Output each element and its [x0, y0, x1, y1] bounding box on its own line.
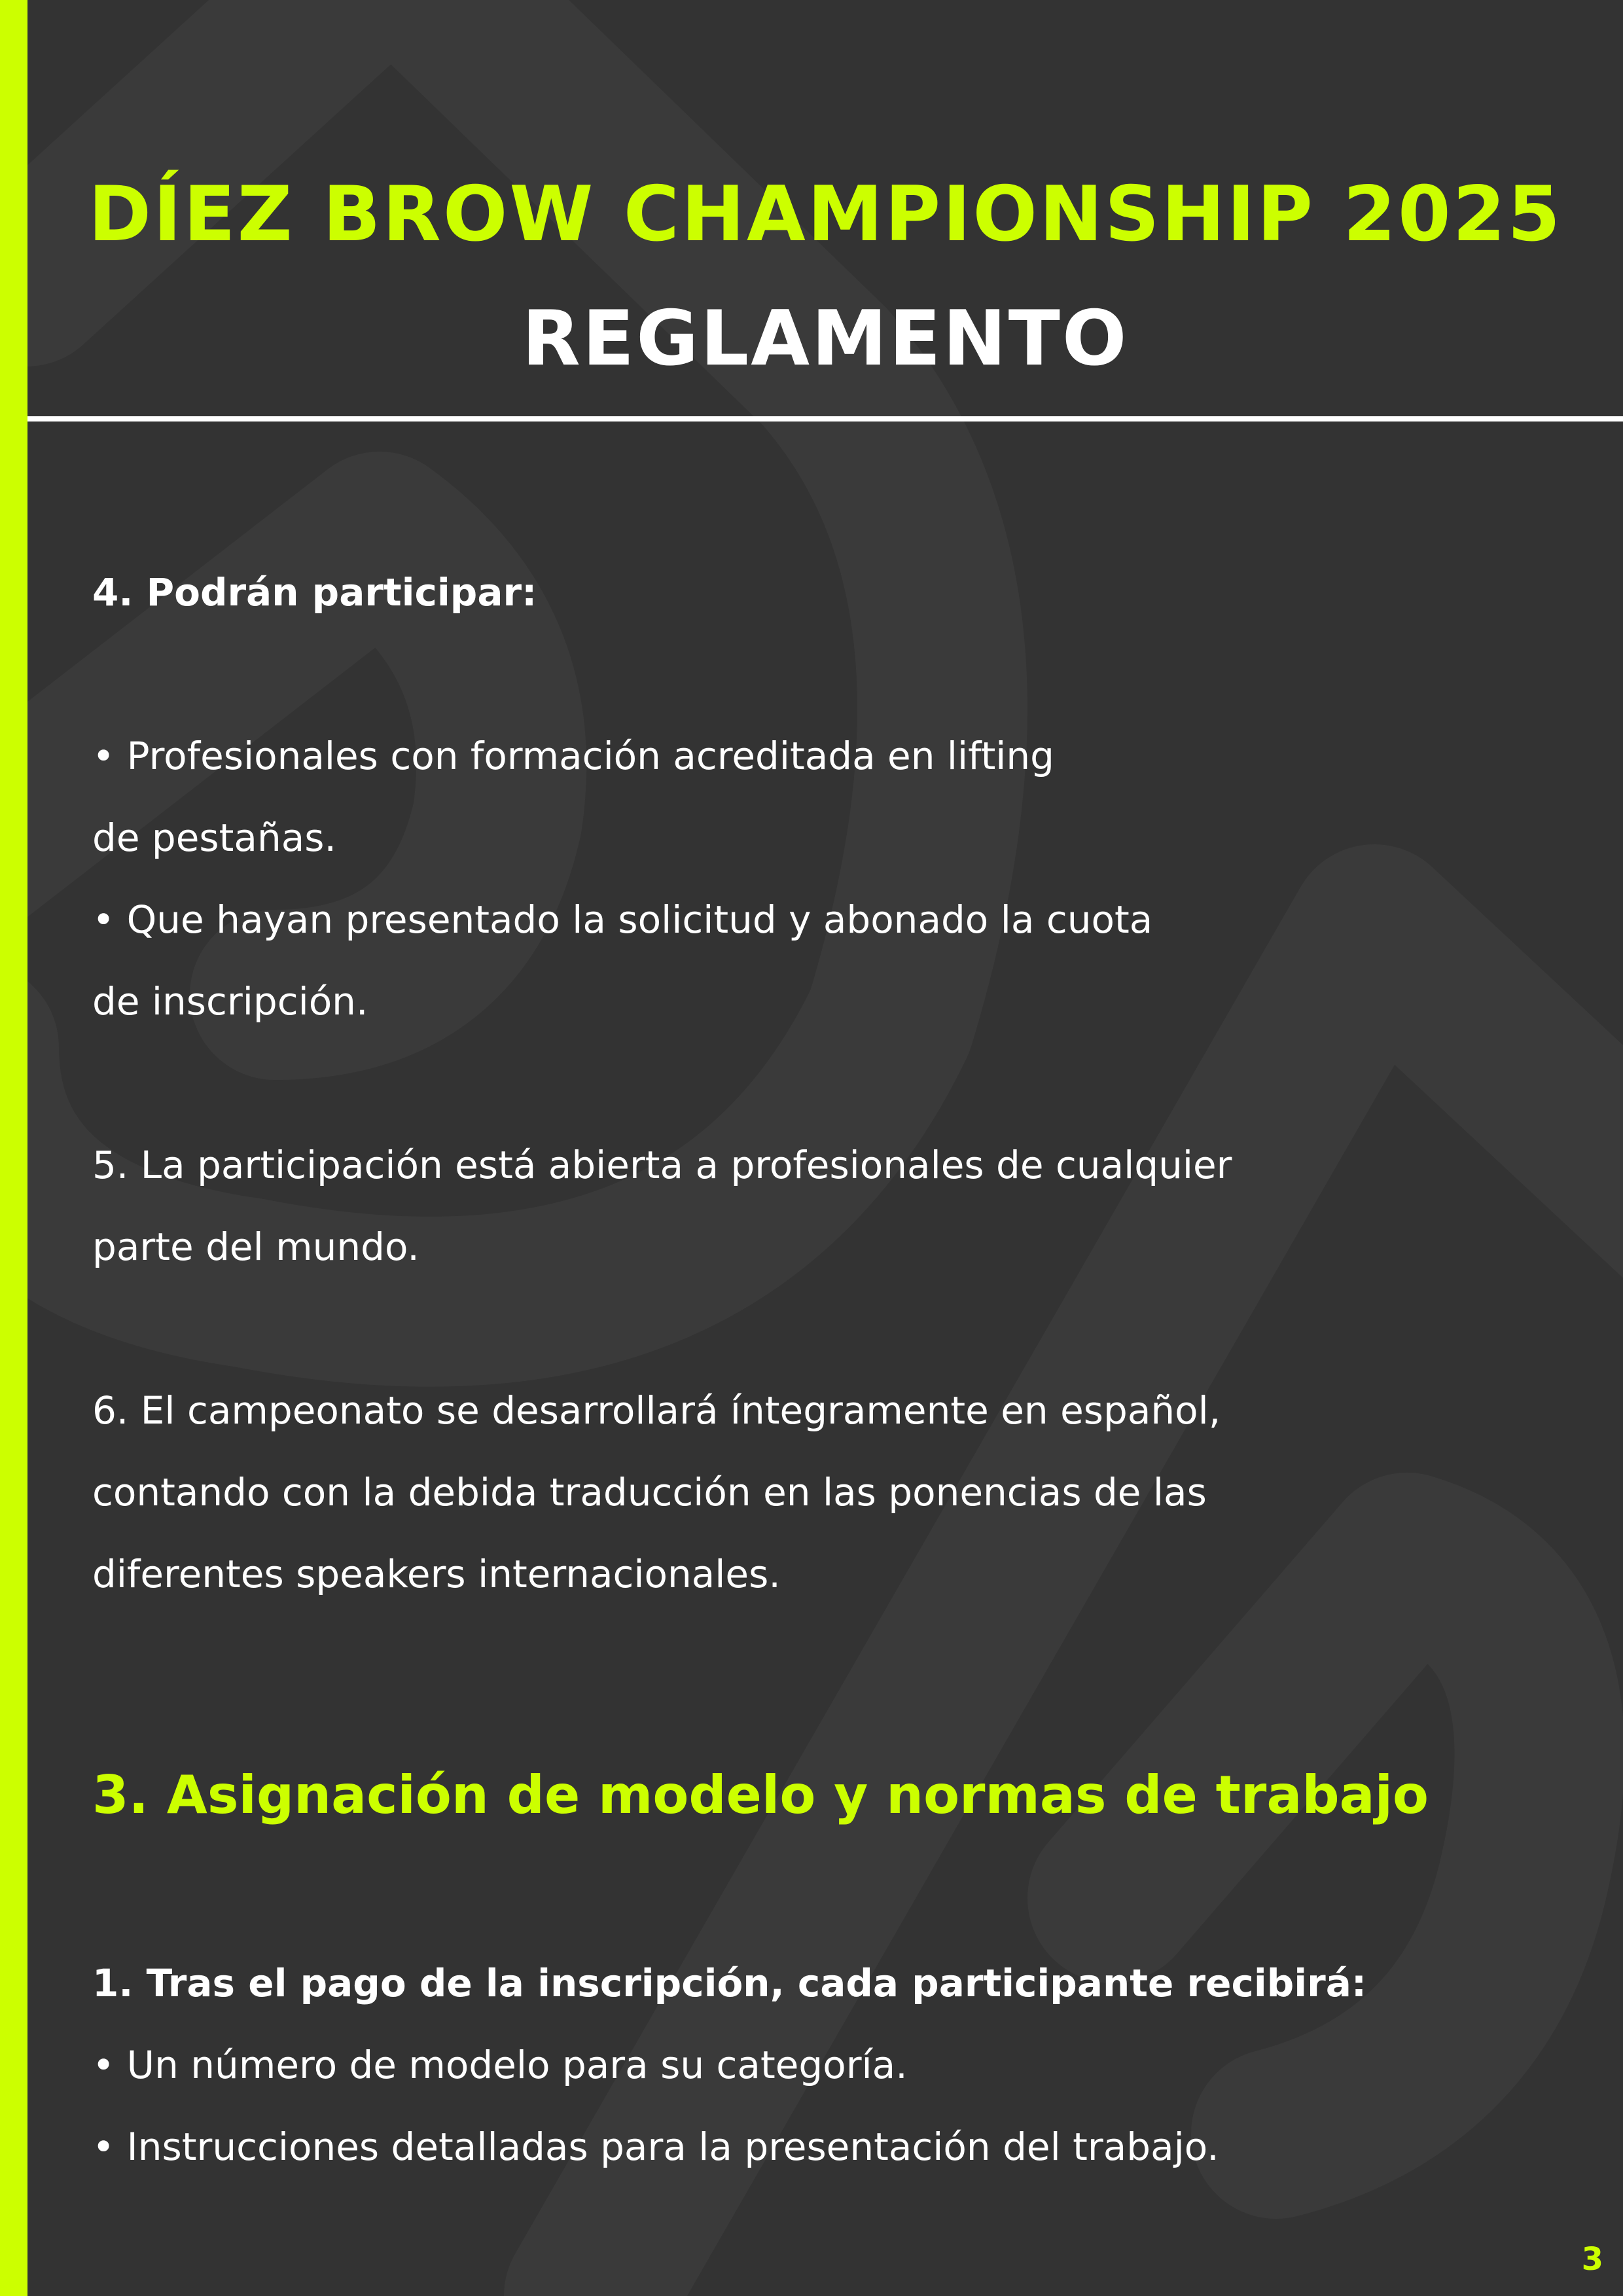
item-5-line: 5. La participación está abierta a profesionales de cualquier — [92, 1143, 1232, 1187]
item-4-line: de inscripción. — [92, 979, 368, 1024]
section-3-item-1-line: • Instrucciones detalladas para la presentación del trabajo. — [92, 2125, 1219, 2169]
item-4-line: de pestañas. — [92, 816, 336, 860]
document-subtitle: REGLAMENTO — [522, 295, 1129, 383]
page-number: 3 — [1581, 2241, 1603, 2278]
item-4-line: • Que hayan presentado la solicitud y abonado la cuota — [92, 897, 1153, 942]
accent-side-bar — [0, 0, 27, 2296]
item-6-line: diferentes speakers internacionales. — [92, 1552, 781, 1596]
section-3-item-1-line: • Un número de modelo para su categoría. — [92, 2043, 908, 2087]
item-4-line: • Profesionales con formación acreditada en lifting — [92, 734, 1054, 778]
document-title: DÍEZ BROW CHAMPIONSHIP 2025 — [88, 170, 1563, 259]
item-6-line: 6. El campeonato se desarrollará íntegramente en español, — [92, 1388, 1221, 1433]
section-3-heading: 3. Asignación de modelo y normas de trabajo — [92, 1765, 1429, 1825]
item-5-line: parte del mundo. — [92, 1225, 419, 1269]
item-6-line: contando con la debida traducción en las ponencias de las — [92, 1470, 1207, 1515]
item-4-heading: 4. Podrán participar: — [92, 570, 537, 615]
content-body — [92, 552, 1545, 2188]
section-3-item-1-heading: 1. Tras el pago de la inscripción, cada participante recibirá: — [92, 1961, 1367, 2005]
header-divider — [27, 416, 1623, 422]
